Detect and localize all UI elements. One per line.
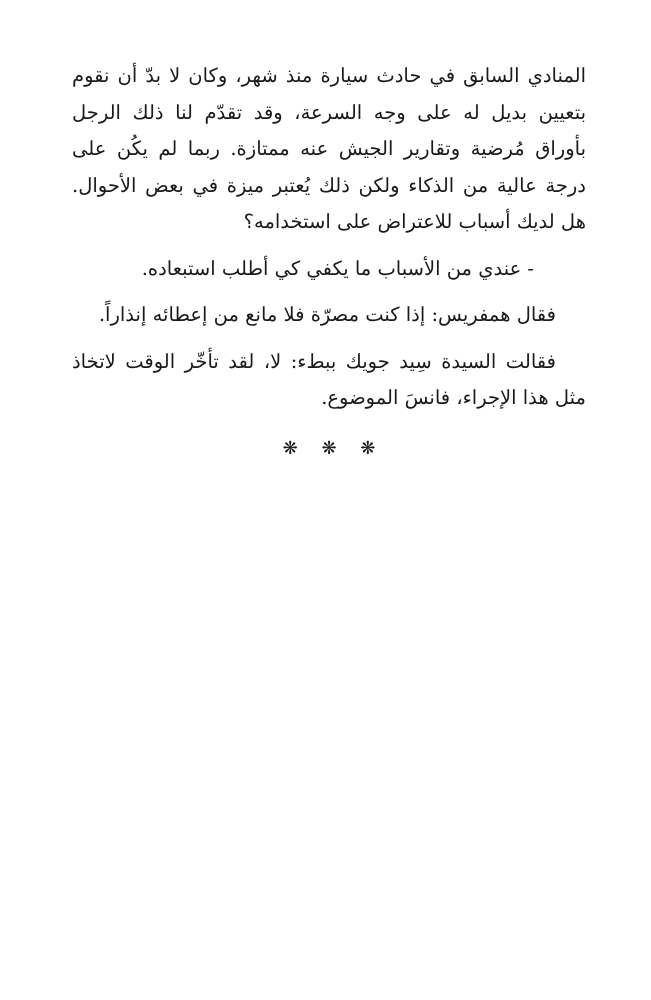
paragraph-mrs-sedgwick: فقالت السيدة سِيد جويك ببطء: لا، لقد تأخّر الوقت لاتخاذ مثل هذا الإجراء، فانسَ الموضوع. [72, 349, 586, 409]
page-body [72, 58, 586, 467]
paragraph-humphreys: فقال همفريس: إذا كنت مصرّة فلا مانع من إعطائه إنذاراً. [98, 303, 556, 326]
paragraph-dialogue-reply: - عندي من الأسباب ما يكفي كي أطلب استبعاده. [141, 256, 534, 280]
section-break [72, 431, 586, 468]
paragraph-opening: المنادي السابق في حادث سيارة منذ شهر، وكان لا بدّ أن نقوم بتعيين بديل له على وجه السرعة، وقد تقدّم لنا ذلك الرجل بأوراق مُرضية وتقارير الجيش عنه ممتازة. ربما لم يكُن على درجة عالية من الذكاء ولكن ذلك يُعتبر ميزة في بعض الأحوال. هل لديك أسباب للاعتراض على استخدامه؟ [72, 64, 586, 233]
asterism-icon: ❋ [282, 437, 298, 459]
asterism-icon: ❋ [321, 437, 337, 459]
asterism-icon: ❋ [360, 437, 376, 459]
